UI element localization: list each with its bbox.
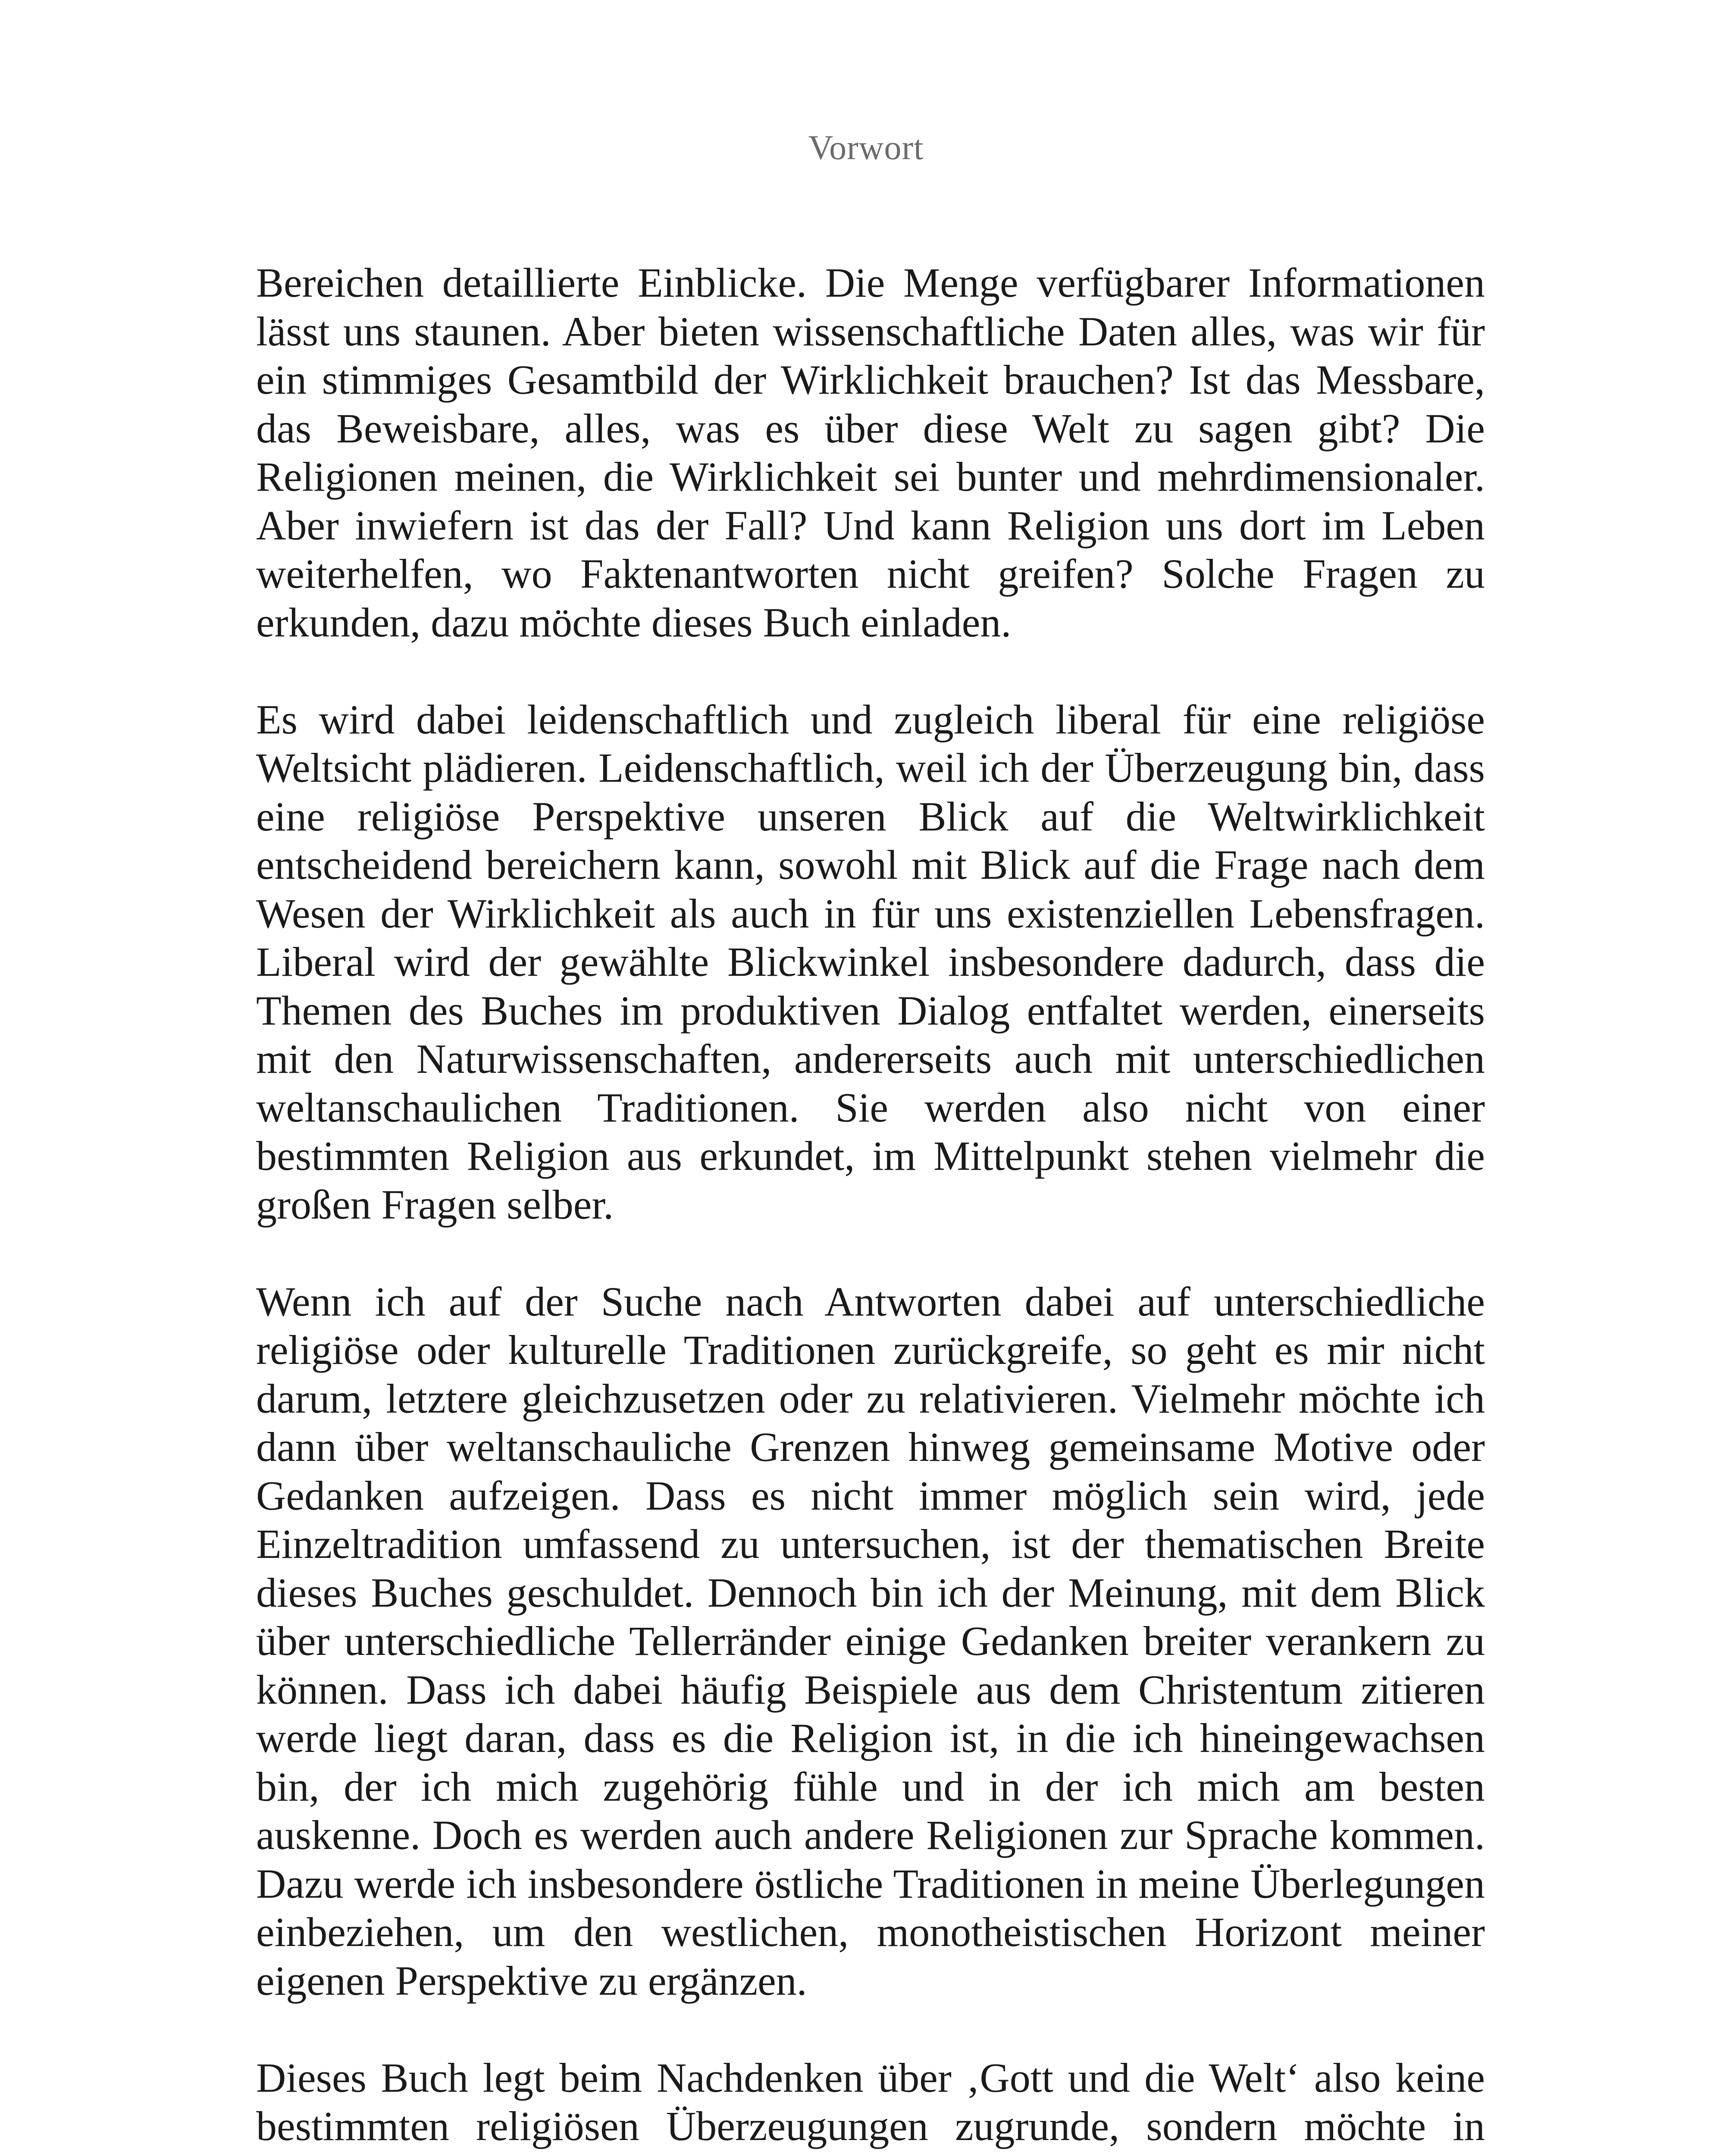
body-text: [256, 259, 1485, 2151]
paragraph: Es wird dabei leidenschaftlich und zugleich liberal für eine religiöse Weltsicht plädieren. Leidenschaftlich, weil ich der Überzeugung bin, dass eine religiöse Perspektive unseren Blick auf die Weltwirklichkeit entscheidend bereichern kann, sowohl mit Blick auf die Frage nach dem Wesen der Wirklichkeit als auch in für uns existenziellen Lebensfragen. Liberal wird der gewählte Blickwinkel insbesondere dadurch, dass die Themen des Buches im produktiven Dialog entfaltet werden, einerseits mit den Naturwissenschaften, andererseits auch mit unterschiedlichen weltanschaulichen Traditionen. Sie werden also nicht von einer bestimmten Religion aus erkundet, im Mittelpunkt stehen vielmehr die großen Fragen selber.: [256, 696, 1485, 1228]
paragraph: Wenn ich auf der Suche nach Antworten dabei auf unterschiedliche religiöse oder kulturelle Traditionen zurückgreife, so geht es mir nicht darum, letztere gleichzusetzen oder zu relativieren. Vielmehr möchte ich dann über weltanschauliche Grenzen hinweg gemeinsame Motive oder Gedanken aufzeigen. Dass es nicht immer möglich sein wird, jede Einzeltradition umfassend zu untersuchen, ist der thematischen Breite dieses Buches geschuldet. Dennoch bin ich der Meinung, mit dem Blick über unterschiedliche Tellerränder einige Gedanken breiter verankern zu können. Dass ich dabei häufig Beispiele aus dem Christentum zitieren werde liegt daran, dass es die Religion ist, in die ich hineingewachsen bin, der ich mich zugehörig fühle und in der ich mich am besten auskenne. Doch es werden auch andere Religionen zur Sprache kommen. Dazu werde ich insbesondere östliche Traditionen in meine Überlegungen einbeziehen, um den westlichen, monotheistischen Horizont meiner eigenen Perspektive zu ergänzen.: [256, 1278, 1485, 2004]
paragraph: Bereichen detaillierte Einblicke. Die Menge verfügbarer Informationen lässt uns staunen. Aber bieten wissenschaftliche Daten alles, was wir für ein stimmiges Gesamtbild der Wirklichkeit brauchen? Ist das Messbare, das Beweisbare, alles, was es über diese Welt zu sagen gibt? Die Religionen meinen, die Wirklichkeit sei bunter und mehrdimensionaler. Aber inwiefern ist das der Fall? Und kann Religion uns dort im Leben weiterhelfen, wo Faktenantworten nicht greifen? Solche Fragen zu erkunden, dazu möchte dieses Buch einladen.: [256, 260, 1485, 646]
running-header: Vorwort: [808, 129, 924, 167]
paragraph: Dieses Buch legt beim Nachdenken über ‚Gott und die Welt‘ also keine bestimmten religiösen Überzeugungen zugrunde, sondern möchte in: [256, 2054, 1485, 2149]
